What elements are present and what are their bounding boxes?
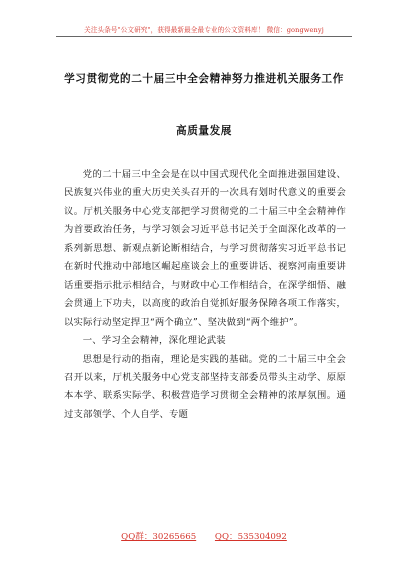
section-heading-1: 一、学习全会精神，深化理论武装	[82, 335, 226, 347]
header-rule	[56, 36, 352, 37]
footer	[0, 530, 408, 542]
document-body	[64, 166, 346, 424]
footer-qq: QQ：535304092	[214, 532, 287, 542]
paragraph-1: 党的二十届三中全会是在以中国式现代化全面推进强国建设、民族复兴伟业的重大历史关头召开的一次具有划时代意义的重要会议。厅机关服务中心党支部把学习贯彻党的二十届三中全会精神作为首要政治任务，与学习领会习近平总书记关于全面深化改革的一系列新思想、新观点新论断相结合，与学习贯彻落实习近平总书记在新时代推动中部地区崛起座谈会上的重要讲话、视察河南重要讲话重要指示批示相结合，与财政中心工作相结合，在深学细悟、融会贯通上下功夫，以高度的政治自觉抓好服务保障各项工作落实，以实际行动坚定捍卫“两个确立”、坚决做到“两个维护”。	[64, 169, 346, 328]
document-title-line1: 学习贯彻党的二十届三中全会精神努力推进机关服务工作	[64, 73, 344, 85]
header-notice: 关注头条号"公文研究"，获得最新最全最专业的公文资料库！ 微信：gongwenyj	[84, 26, 324, 34]
footer-qq-group: QQ群：30265665	[121, 532, 197, 542]
paragraph-2: 思想是行动的指南，理论是实践的基础。党的二十届三中全会召开以来，厅机关服务中心党支部坚持支部委员带头主动学、原原本本学、联系实际学、积极营造学习贯彻全会精神的浓厚氛围。通过支部领学、个人自学、专题	[64, 353, 346, 420]
document-title-line2: 高质量发展	[176, 125, 232, 137]
